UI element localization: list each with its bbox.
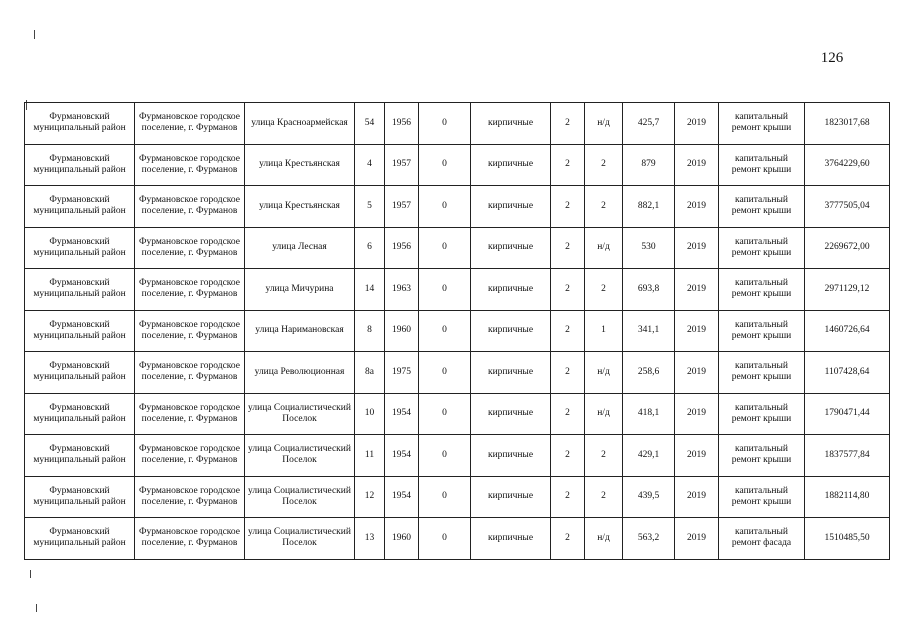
- district-cell: Фурмановский муниципальный район: [25, 103, 135, 145]
- plan-year-cell: 2019: [675, 518, 719, 560]
- work-type-cell: капитальный ремонт крыши: [719, 435, 805, 477]
- table-row: [25, 435, 890, 477]
- settlement-cell: Фурмановское городское поселение, г. Фурманов: [135, 518, 245, 560]
- year-built-cell: 1975: [385, 352, 419, 394]
- table-row: [25, 518, 890, 560]
- house-number-cell: 8: [355, 310, 385, 352]
- table-row: [25, 476, 890, 518]
- cost-cell: 2971129,12: [805, 269, 890, 311]
- plan-year-cell: 2019: [675, 435, 719, 477]
- value-cell: 0: [419, 269, 471, 311]
- work-type-cell: капитальный ремонт крыши: [719, 269, 805, 311]
- house-number-cell: 13: [355, 518, 385, 560]
- cost-cell: 2269672,00: [805, 227, 890, 269]
- work-type-cell: капитальный ремонт фасада: [719, 518, 805, 560]
- house-number-cell: 54: [355, 103, 385, 145]
- district-cell: Фурмановский муниципальный район: [25, 186, 135, 228]
- district-cell: Фурмановский муниципальный район: [25, 518, 135, 560]
- district-cell: Фурмановский муниципальный район: [25, 435, 135, 477]
- wall-material-cell: кирпичные: [471, 476, 551, 518]
- street-cell: улица Революционная: [245, 352, 355, 394]
- wall-material-cell: кирпичные: [471, 186, 551, 228]
- area-cell: 439,5: [623, 476, 675, 518]
- value-cell: 0: [419, 103, 471, 145]
- wall-material-cell: кирпичные: [471, 310, 551, 352]
- settlement-cell: Фурмановское городское поселение, г. Фурманов: [135, 435, 245, 477]
- house-number-cell: 6: [355, 227, 385, 269]
- district-cell: Фурмановский муниципальный район: [25, 269, 135, 311]
- table-row: [25, 352, 890, 394]
- housing-repair-table: [24, 102, 890, 560]
- work-type-cell: капитальный ремонт крыши: [719, 352, 805, 394]
- wall-material-cell: кирпичные: [471, 393, 551, 435]
- street-cell: улица Крестьянская: [245, 186, 355, 228]
- plan-year-cell: 2019: [675, 352, 719, 394]
- value-cell: 0: [419, 310, 471, 352]
- settlement-cell: Фурмановское городское поселение, г. Фурманов: [135, 310, 245, 352]
- value-cell: 0: [419, 518, 471, 560]
- work-type-cell: капитальный ремонт крыши: [719, 227, 805, 269]
- settlement-cell: Фурмановское городское поселение, г. Фурманов: [135, 186, 245, 228]
- floors-cell: 2: [551, 435, 585, 477]
- settlement-cell: Фурмановское городское поселение, г. Фурманов: [135, 144, 245, 186]
- street-cell: улица Социалистический Поселок: [245, 476, 355, 518]
- work-type-cell: капитальный ремонт крыши: [719, 186, 805, 228]
- street-cell: улица Мичурина: [245, 269, 355, 311]
- street-cell: улица Красноармейская: [245, 103, 355, 145]
- cost-cell: 3777505,04: [805, 186, 890, 228]
- value-cell: 0: [419, 186, 471, 228]
- plan-year-cell: 2019: [675, 103, 719, 145]
- year-built-cell: 1960: [385, 310, 419, 352]
- year-built-cell: 1956: [385, 103, 419, 145]
- house-number-cell: 11: [355, 435, 385, 477]
- floors-cell: 2: [551, 227, 585, 269]
- value-cell: 0: [419, 393, 471, 435]
- house-number-cell: 8а: [355, 352, 385, 394]
- area-cell: 882,1: [623, 186, 675, 228]
- area-cell: 258,6: [623, 352, 675, 394]
- floors-cell: 2: [551, 393, 585, 435]
- year-built-cell: 1956: [385, 227, 419, 269]
- floors-cell: 2: [551, 310, 585, 352]
- table-row: [25, 269, 890, 311]
- cost-cell: 1837577,84: [805, 435, 890, 477]
- settlement-cell: Фурмановское городское поселение, г. Фурманов: [135, 227, 245, 269]
- margin-mark: [34, 30, 35, 39]
- plan-year-cell: 2019: [675, 476, 719, 518]
- wall-material-cell: кирпичные: [471, 269, 551, 311]
- house-number-cell: 12: [355, 476, 385, 518]
- value-cell: 2: [585, 476, 623, 518]
- cost-cell: 1510485,50: [805, 518, 890, 560]
- area-cell: 341,1: [623, 310, 675, 352]
- table-row: [25, 393, 890, 435]
- work-type-cell: капитальный ремонт крыши: [719, 476, 805, 518]
- area-cell: 879: [623, 144, 675, 186]
- area-cell: 563,2: [623, 518, 675, 560]
- work-type-cell: капитальный ремонт крыши: [719, 310, 805, 352]
- street-cell: улица Крестьянская: [245, 144, 355, 186]
- street-cell: улица Социалистический Поселок: [245, 435, 355, 477]
- wall-material-cell: кирпичные: [471, 227, 551, 269]
- street-cell: улица Лесная: [245, 227, 355, 269]
- floors-cell: 2: [551, 476, 585, 518]
- street-cell: улица Наримановская: [245, 310, 355, 352]
- work-type-cell: капитальный ремонт крыши: [719, 103, 805, 145]
- table-row: [25, 310, 890, 352]
- area-cell: 418,1: [623, 393, 675, 435]
- value-cell: н/д: [585, 103, 623, 145]
- district-cell: Фурмановский муниципальный район: [25, 393, 135, 435]
- plan-year-cell: 2019: [675, 310, 719, 352]
- house-number-cell: 5: [355, 186, 385, 228]
- wall-material-cell: кирпичные: [471, 435, 551, 477]
- district-cell: Фурмановский муниципальный район: [25, 352, 135, 394]
- plan-year-cell: 2019: [675, 227, 719, 269]
- value-cell: 1: [585, 310, 623, 352]
- area-cell: 530: [623, 227, 675, 269]
- street-cell: улица Социалистический Поселок: [245, 518, 355, 560]
- year-built-cell: 1957: [385, 144, 419, 186]
- district-cell: Фурмановский муниципальный район: [25, 310, 135, 352]
- floors-cell: 2: [551, 144, 585, 186]
- settlement-cell: Фурмановское городское поселение, г. Фурманов: [135, 476, 245, 518]
- work-type-cell: капитальный ремонт крыши: [719, 393, 805, 435]
- margin-mark: [36, 604, 37, 612]
- house-number-cell: 4: [355, 144, 385, 186]
- value-cell: 0: [419, 352, 471, 394]
- plan-year-cell: 2019: [675, 186, 719, 228]
- year-built-cell: 1954: [385, 476, 419, 518]
- table-row: [25, 227, 890, 269]
- value-cell: н/д: [585, 227, 623, 269]
- cost-cell: 1882114,80: [805, 476, 890, 518]
- value-cell: н/д: [585, 352, 623, 394]
- floors-cell: 2: [551, 186, 585, 228]
- house-number-cell: 10: [355, 393, 385, 435]
- table-row: [25, 186, 890, 228]
- value-cell: 2: [585, 435, 623, 477]
- value-cell: 0: [419, 227, 471, 269]
- year-built-cell: 1963: [385, 269, 419, 311]
- area-cell: 693,8: [623, 269, 675, 311]
- value-cell: 2: [585, 269, 623, 311]
- year-built-cell: 1954: [385, 393, 419, 435]
- page-number: 126: [820, 50, 844, 66]
- wall-material-cell: кирпичные: [471, 352, 551, 394]
- margin-mark: [30, 570, 31, 578]
- cost-cell: 3764229,60: [805, 144, 890, 186]
- table-row: [25, 144, 890, 186]
- year-built-cell: 1954: [385, 435, 419, 477]
- plan-year-cell: 2019: [675, 393, 719, 435]
- floors-cell: 2: [551, 352, 585, 394]
- settlement-cell: Фурмановское городское поселение, г. Фурманов: [135, 352, 245, 394]
- year-built-cell: 1960: [385, 518, 419, 560]
- cost-cell: 1107428,64: [805, 352, 890, 394]
- year-built-cell: 1957: [385, 186, 419, 228]
- area-cell: 425,7: [623, 103, 675, 145]
- district-cell: Фурмановский муниципальный район: [25, 144, 135, 186]
- district-cell: Фурмановский муниципальный район: [25, 227, 135, 269]
- floors-cell: 2: [551, 269, 585, 311]
- cost-cell: 1823017,68: [805, 103, 890, 145]
- value-cell: 0: [419, 476, 471, 518]
- area-cell: 429,1: [623, 435, 675, 477]
- value-cell: н/д: [585, 518, 623, 560]
- work-type-cell: капитальный ремонт крыши: [719, 144, 805, 186]
- wall-material-cell: кирпичные: [471, 518, 551, 560]
- settlement-cell: Фурмановское городское поселение, г. Фурманов: [135, 103, 245, 145]
- floors-cell: 2: [551, 103, 585, 145]
- cost-cell: 1460726,64: [805, 310, 890, 352]
- district-cell: Фурмановский муниципальный район: [25, 476, 135, 518]
- settlement-cell: Фурмановское городское поселение, г. Фурманов: [135, 393, 245, 435]
- value-cell: 0: [419, 435, 471, 477]
- table-row: [25, 103, 890, 145]
- value-cell: н/д: [585, 393, 623, 435]
- plan-year-cell: 2019: [675, 144, 719, 186]
- wall-material-cell: кирпичные: [471, 144, 551, 186]
- house-number-cell: 14: [355, 269, 385, 311]
- value-cell: 2: [585, 144, 623, 186]
- value-cell: 2: [585, 186, 623, 228]
- plan-year-cell: 2019: [675, 269, 719, 311]
- wall-material-cell: кирпичные: [471, 103, 551, 145]
- value-cell: 0: [419, 144, 471, 186]
- floors-cell: 2: [551, 518, 585, 560]
- street-cell: улица Социалистический Поселок: [245, 393, 355, 435]
- cost-cell: 1790471,44: [805, 393, 890, 435]
- settlement-cell: Фурмановское городское поселение, г. Фурманов: [135, 269, 245, 311]
